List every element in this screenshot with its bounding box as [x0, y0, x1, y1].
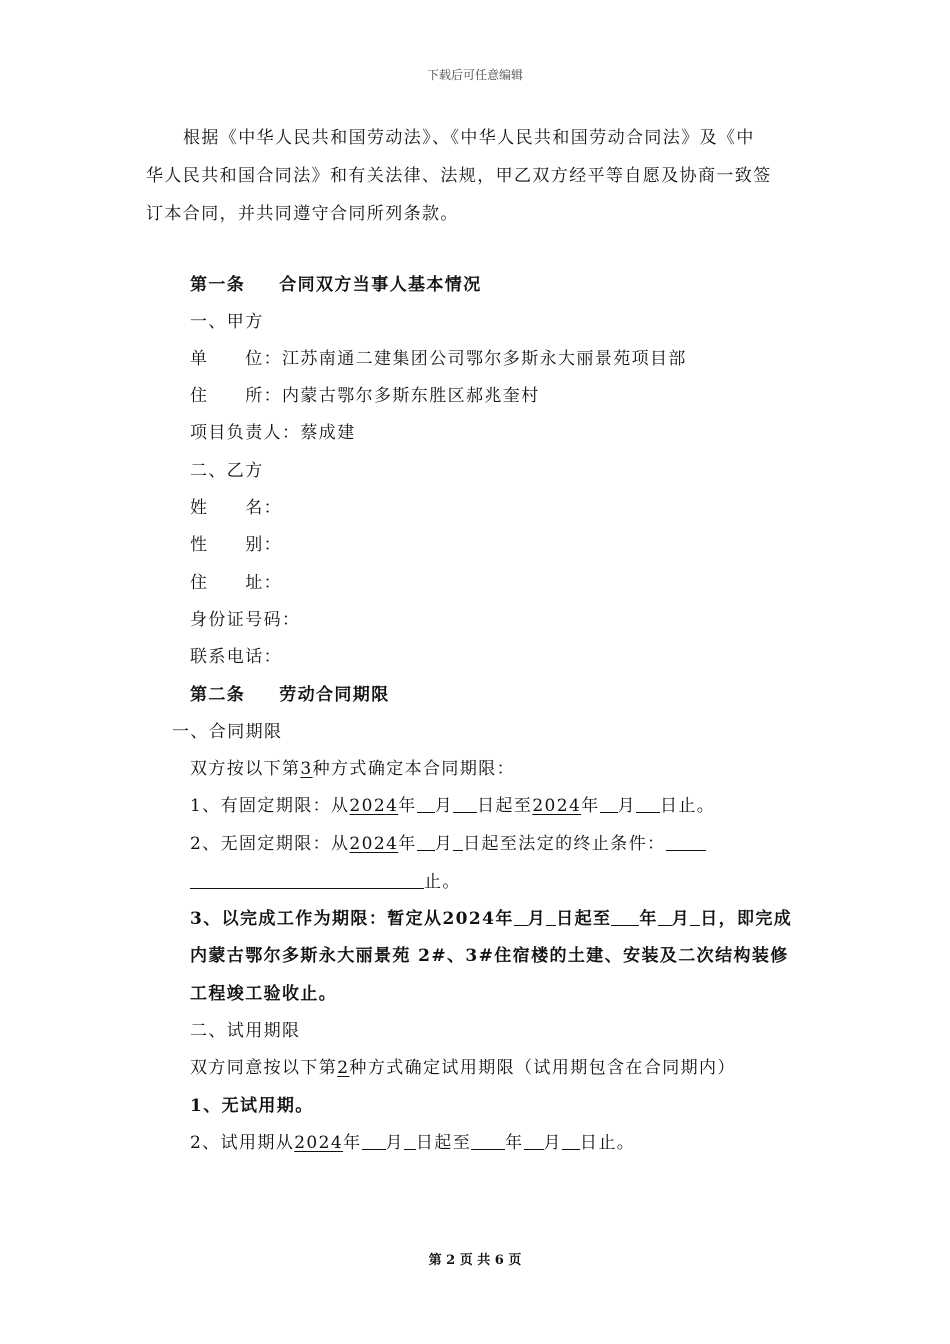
party-b-heading: 二、乙方 [190, 461, 264, 481]
fixed-start-yue: 月 [434, 796, 454, 816]
fixed-end-day-blank [636, 798, 660, 813]
trial-heading: 二、试用期限 [190, 1021, 301, 1041]
article-1-number: 第一条 [190, 275, 246, 295]
trial-end-year-blank [471, 1135, 505, 1150]
intro-line-3: 订本合同，并共同遵守合同所列条款。 [146, 204, 459, 224]
open-start-month-blank [417, 836, 435, 851]
open-term-line [190, 834, 706, 854]
unit-label: 单 位： [190, 349, 282, 369]
task-end-yue: 月 [671, 909, 691, 929]
trial-period-pre: 2、试用期从 [190, 1133, 295, 1153]
trial-end-yue: 月 [543, 1133, 562, 1153]
party-a-leader [190, 423, 356, 443]
task-qizhi: 日起至 [556, 909, 612, 929]
task-term-line-1 [190, 909, 792, 929]
task-start-yue: 月 [527, 909, 547, 929]
trial-choice-pre: 双方同意按以下第 [190, 1058, 338, 1078]
open-term-blank-1 [666, 836, 706, 851]
task-start-month-blank [514, 911, 528, 926]
leader-label: 项目负责人： [190, 423, 301, 443]
trial-qizhi: 日起至 [415, 1133, 472, 1153]
open-start-day-blank [453, 836, 463, 851]
fixed-end-yue: 月 [617, 796, 636, 816]
fixed-term-pre: 1、有固定期限：从 [190, 796, 350, 816]
trial-choice-value: 2 [337, 1058, 350, 1078]
open-term-end: 止。 [424, 872, 461, 892]
unit-value: 江苏南通二建集团公司鄂尔多斯永大丽景苑项目部 [282, 349, 687, 369]
trial-zhi-end: 日止。 [579, 1133, 636, 1153]
task-end-month-blank [658, 911, 672, 926]
open-start-year: 2024 [349, 834, 399, 854]
party-a-unit [190, 349, 687, 369]
intro-line-1: 根据《中华人民共和国劳动法》、《中华人民共和国劳动合同法》及《中 [183, 128, 755, 148]
task-start-nian: 年 [495, 909, 514, 929]
trial-start-month-blank [362, 1135, 386, 1150]
fixed-start-day-blank [453, 798, 477, 813]
trial-period-line [190, 1133, 635, 1153]
fixed-end-month-blank [600, 798, 618, 813]
party-a-heading: 一、甲方 [190, 312, 264, 332]
party-b-id-label: 身份证号码： [190, 610, 301, 630]
term-choice-line [190, 759, 515, 779]
open-term-blank-2 [190, 874, 424, 889]
leader-value: 蔡成建 [300, 423, 356, 443]
fixed-start-month-blank [417, 798, 435, 813]
task-end-day-blank [690, 911, 700, 926]
fixed-end-year: 2024 [532, 796, 582, 816]
party-b-name-label: 姓 名： [190, 498, 282, 518]
fixed-start-year: 2024 [349, 796, 399, 816]
fixed-start-nian: 年 [398, 796, 417, 816]
address-value: 内蒙古鄂尔多斯东胜区郝兆奎村 [282, 386, 540, 406]
intro-line-2: 华人民共和国合同法》和有关法律、法规，甲乙双方经平等自愿及协商一致签 [146, 166, 772, 186]
task-start-day-blank [546, 911, 556, 926]
party-a-address [190, 386, 540, 406]
party-b-gender-label: 性 别： [190, 535, 282, 555]
task-term-line-2: 内蒙古鄂尔多斯永大丽景苑 2#、3#住宿楼的土建、安装及二次结构装修 [190, 946, 789, 966]
term-choice-pre: 双方按以下第 [190, 759, 301, 779]
term-choice-post: 种方式确定本合同期限： [312, 759, 516, 779]
party-b-address-label: 住 址： [190, 573, 282, 593]
trial-start-nian: 年 [343, 1133, 362, 1153]
term-choice-value: 3 [300, 759, 313, 779]
party-b-phone-label: 联系电话： [190, 647, 282, 667]
trial-start-yue: 月 [385, 1133, 404, 1153]
trial-choice-line [190, 1058, 736, 1078]
article-1-title: 合同双方当事人基本情况 [279, 275, 482, 295]
fixed-term-line [190, 796, 715, 816]
trial-start-year: 2024 [294, 1133, 344, 1153]
trial-end-day-blank [562, 1135, 580, 1150]
contract-term-heading: 一、合同期限 [172, 722, 283, 742]
fixed-zhi-end: 日止。 [660, 796, 716, 816]
article-2-number: 第二条 [190, 685, 246, 705]
no-trial-line: 1、无试用期。 [190, 1096, 314, 1116]
trial-end-month-blank [524, 1135, 544, 1150]
trial-end-nian: 年 [505, 1133, 524, 1153]
page-footer: 第 2 页 共 6 页 [428, 1253, 522, 1268]
task-term-line-3: 工程竣工验收止。 [190, 984, 338, 1004]
open-term-pre: 2、无固定期限：从 [190, 834, 350, 854]
article-2-heading [190, 685, 390, 705]
article-2-title: 劳动合同期限 [279, 685, 390, 705]
open-term-post: 日起至法定的终止条件： [463, 834, 666, 854]
task-end-nian: 年 [639, 909, 658, 929]
task-term-post: 日，即完成 [700, 909, 793, 929]
task-end-year-blank [611, 911, 639, 926]
task-start-year: 2024 [442, 909, 496, 929]
article-1-heading [190, 275, 482, 295]
task-term-pre: 3、以完成工作为期限：暂定从 [190, 909, 443, 929]
fixed-qizhi: 日起至 [477, 796, 533, 816]
trial-choice-post: 种方式确定试用期限（试用期包含在合同期内） [349, 1058, 736, 1078]
address-label: 住 所： [190, 386, 282, 406]
open-start-nian: 年 [398, 834, 417, 854]
open-term-line-2 [190, 872, 461, 892]
open-start-yue: 月 [434, 834, 454, 854]
fixed-end-nian: 年 [581, 796, 600, 816]
page-header: 下载后可任意编辑 [426, 68, 523, 82]
trial-start-day-blank [404, 1135, 416, 1150]
